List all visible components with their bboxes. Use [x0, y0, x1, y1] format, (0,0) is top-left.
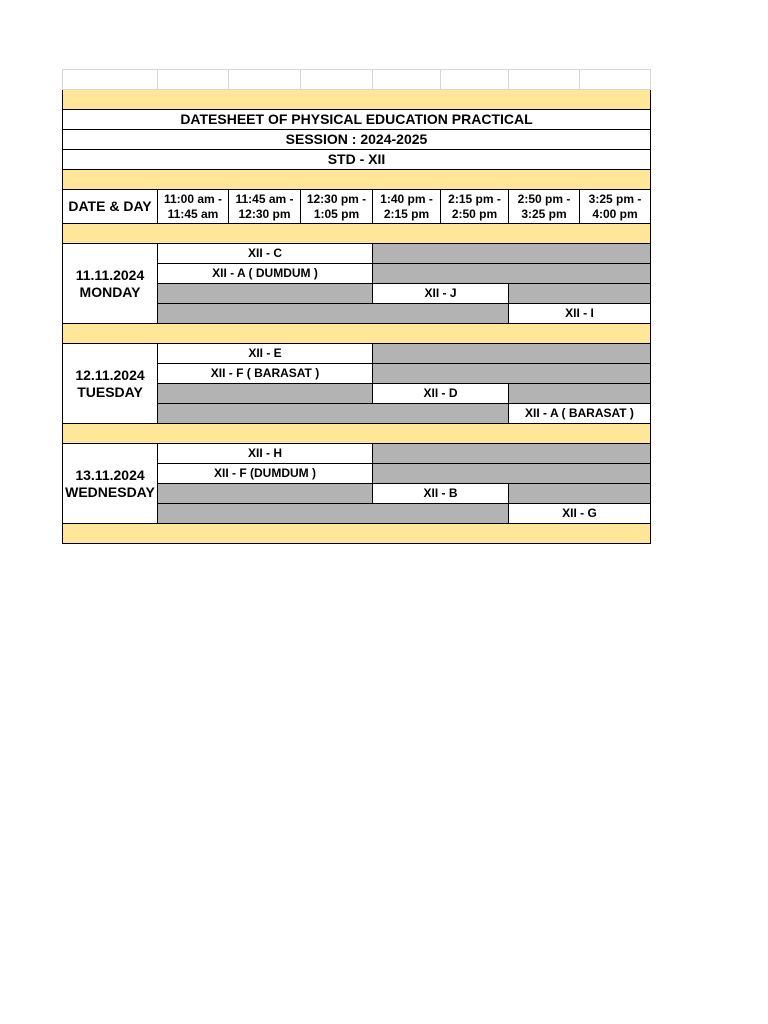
slot-header: 3:25 pm - 4:00 pm: [580, 190, 651, 224]
blocked-cell: [158, 384, 373, 404]
class-cell: XII - J: [373, 284, 509, 304]
blocked-cell: [509, 484, 651, 504]
column-header-row: [63, 190, 651, 224]
class-cell: XII - D: [373, 384, 509, 404]
spacer-band: [63, 424, 651, 444]
slot-header: 1:40 pm - 2:15 pm: [373, 190, 441, 224]
blocked-cell: [373, 244, 651, 264]
class-cell: XII - C: [158, 244, 373, 264]
class-cell: XII - H: [158, 444, 373, 464]
spacer-band: [63, 324, 651, 344]
spacer-band: [63, 224, 651, 244]
spacer-band: [63, 524, 651, 544]
class-cell: XII - F ( BARASAT ): [158, 364, 373, 384]
datesheet-table: [62, 69, 651, 544]
table-row: [63, 344, 651, 364]
day-cell: 13.11.2024 WEDNESDAY: [63, 444, 158, 524]
class-cell: XII - A ( DUMDUM ): [158, 264, 373, 284]
empty-gridline-row: [63, 70, 651, 90]
slot-header: 2:50 pm - 3:25 pm: [509, 190, 580, 224]
blocked-cell: [373, 344, 651, 364]
session-row: [63, 130, 651, 150]
class-cell: XII - A ( BARASAT ): [509, 404, 651, 424]
table-row: [63, 444, 651, 464]
class-cell: XII - F (DUMDUM ): [158, 464, 373, 484]
class-cell: XII - G: [509, 504, 651, 524]
blocked-cell: [509, 284, 651, 304]
date-day-header: DATE & DAY: [63, 190, 158, 224]
blocked-cell: [158, 484, 373, 504]
std-label: STD - XII: [63, 150, 651, 170]
sheet-title: DATESHEET OF PHYSICAL EDUCATION PRACTICAL: [63, 110, 651, 130]
slot-header: 11:00 am - 11:45 am: [158, 190, 229, 224]
day-cell: 11.11.2024 MONDAY: [63, 244, 158, 324]
spacer-band: [63, 170, 651, 190]
blocked-cell: [158, 304, 509, 324]
table-row: [63, 244, 651, 264]
session-label: SESSION : 2024-2025: [63, 130, 651, 150]
blocked-cell: [158, 284, 373, 304]
class-cell: XII - B: [373, 484, 509, 504]
day-cell: 12.11.2024 TUESDAY: [63, 344, 158, 424]
slot-header: 2:15 pm - 2:50 pm: [441, 190, 509, 224]
slot-header: 12:30 pm - 1:05 pm: [301, 190, 373, 224]
blocked-cell: [158, 504, 509, 524]
blocked-cell: [373, 444, 651, 464]
std-row: [63, 150, 651, 170]
spacer-band: [63, 90, 651, 110]
slot-header: 11:45 am - 12:30 pm: [229, 190, 301, 224]
class-cell: XII - I: [509, 304, 651, 324]
blocked-cell: [158, 404, 509, 424]
class-cell: XII - E: [158, 344, 373, 364]
blocked-cell: [373, 464, 651, 484]
blocked-cell: [509, 384, 651, 404]
title-row: [63, 110, 651, 130]
blocked-cell: [373, 364, 651, 384]
blocked-cell: [373, 264, 651, 284]
